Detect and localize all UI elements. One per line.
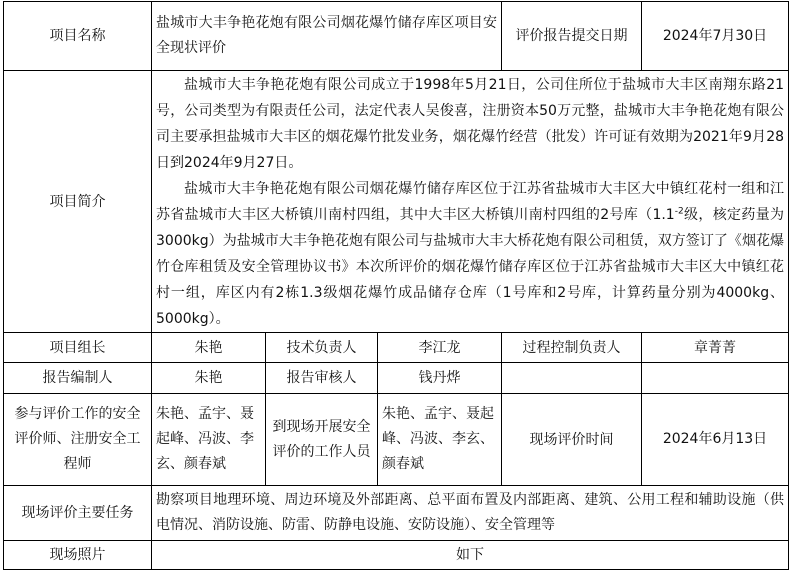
value-report-reviewer: 钱丹烨 — [378, 363, 502, 394]
label-process-ctrl: 过程控制负责人 — [502, 333, 642, 363]
label-intro: 项目简介 — [4, 71, 152, 333]
project-info-table — [3, 1, 789, 570]
intro-p2-part-a: 盐城市大丰争艳花炮有限公司烟花爆竹储存库区位于江苏省盐城市大丰区大中镇红花村一组和江苏省盐城市大丰区大桥镇川南村四组，其中大丰区大桥镇川南村四组的2号库（1.1 — [156, 180, 785, 223]
intro-p2-superscript: -2 — [674, 205, 684, 216]
value-team-leader: 朱艳 — [152, 333, 266, 363]
value-intro — [152, 71, 789, 333]
empty-cell — [502, 363, 642, 394]
label-onsite-tasks: 现场评价主要任务 — [4, 486, 152, 541]
row-onsite-photos — [4, 541, 789, 570]
value-onsite-tasks: 勘察项目地理环境、周边环境及外部距离、总平面布置及内部距离、建筑、公用工程和辅助设施（供电情况、消防设施、防雷、防静电设施、安防设施）、安全管理等 — [152, 486, 789, 541]
label-tech-lead: 技术负责人 — [266, 333, 378, 363]
label-report-reviewer: 报告审核人 — [266, 363, 378, 394]
row-intro — [4, 71, 789, 333]
value-project-name: 盐城市大丰争艳花炮有限公司烟花爆竹储存库区项目安全现状评价 — [152, 2, 502, 71]
label-onsite-photos: 现场照片 — [4, 541, 152, 570]
value-onsite-photos: 如下 — [152, 541, 789, 570]
row-project-name — [4, 2, 789, 71]
intro-p2-part-b: 级，核定药量为3000kg）为盐城市大丰争艳花炮有限公司与盐城市大丰大桥花炮有限公司租赁，双方签订了《烟花爆竹仓库租赁及安全管理协议书》本次所评价的烟花爆竹储存库区位于江苏省盐城市大丰区大中镇红花村一组，库区内有2栋1.3级烟花爆竹成品储存仓库（1号库和2号库，计算药量分别为4000kg、5000kg）。 — [156, 206, 785, 327]
row-participants — [4, 394, 789, 486]
value-process-ctrl: 章菁菁 — [642, 333, 789, 363]
label-onsite-time: 现场评价时间 — [502, 394, 642, 486]
value-onsite-time: 2024年6月13日 — [642, 394, 789, 486]
row-onsite-tasks — [4, 486, 789, 541]
label-participants: 参与评价工作的安全评价师、注册安全工程师 — [4, 394, 152, 486]
value-participants: 朱艳、孟宇、聂起峰、冯波、李玄、颜春斌 — [152, 394, 266, 486]
intro-paragraph-2 — [156, 176, 784, 332]
value-onsite-staff: 朱艳、孟宇、聂起峰、冯波、李玄、颜春斌 — [378, 394, 502, 486]
intro-paragraph-1: 盐城市大丰争艳花炮有限公司成立于1998年5月21日，公司住所位于盐城市大丰区南翔东路21号，公司类型为有限责任公司，法定代表人吴俊喜，注册资本50万元整，盐城市大丰争艳花炮有限公司主要承担盐城市大丰区的烟花爆竹批发业务，烟花爆竹经营（批发）许可证有效期为2021年9月28日到2024年9月27日。 — [156, 76, 785, 171]
empty-cell — [642, 363, 789, 394]
label-report-date: 评价报告提交日期 — [502, 2, 642, 71]
label-team-leader: 项目组长 — [4, 333, 152, 363]
row-report-writer — [4, 363, 789, 394]
label-report-writer: 报告编制人 — [4, 363, 152, 394]
label-onsite-staff: 到现场开展安全评价的工作人员 — [266, 394, 378, 486]
row-team-leader — [4, 333, 789, 363]
value-tech-lead: 李江龙 — [378, 333, 502, 363]
label-project-name: 项目名称 — [4, 2, 152, 71]
value-report-date: 2024年7月30日 — [642, 2, 789, 71]
value-report-writer: 朱艳 — [152, 363, 266, 394]
